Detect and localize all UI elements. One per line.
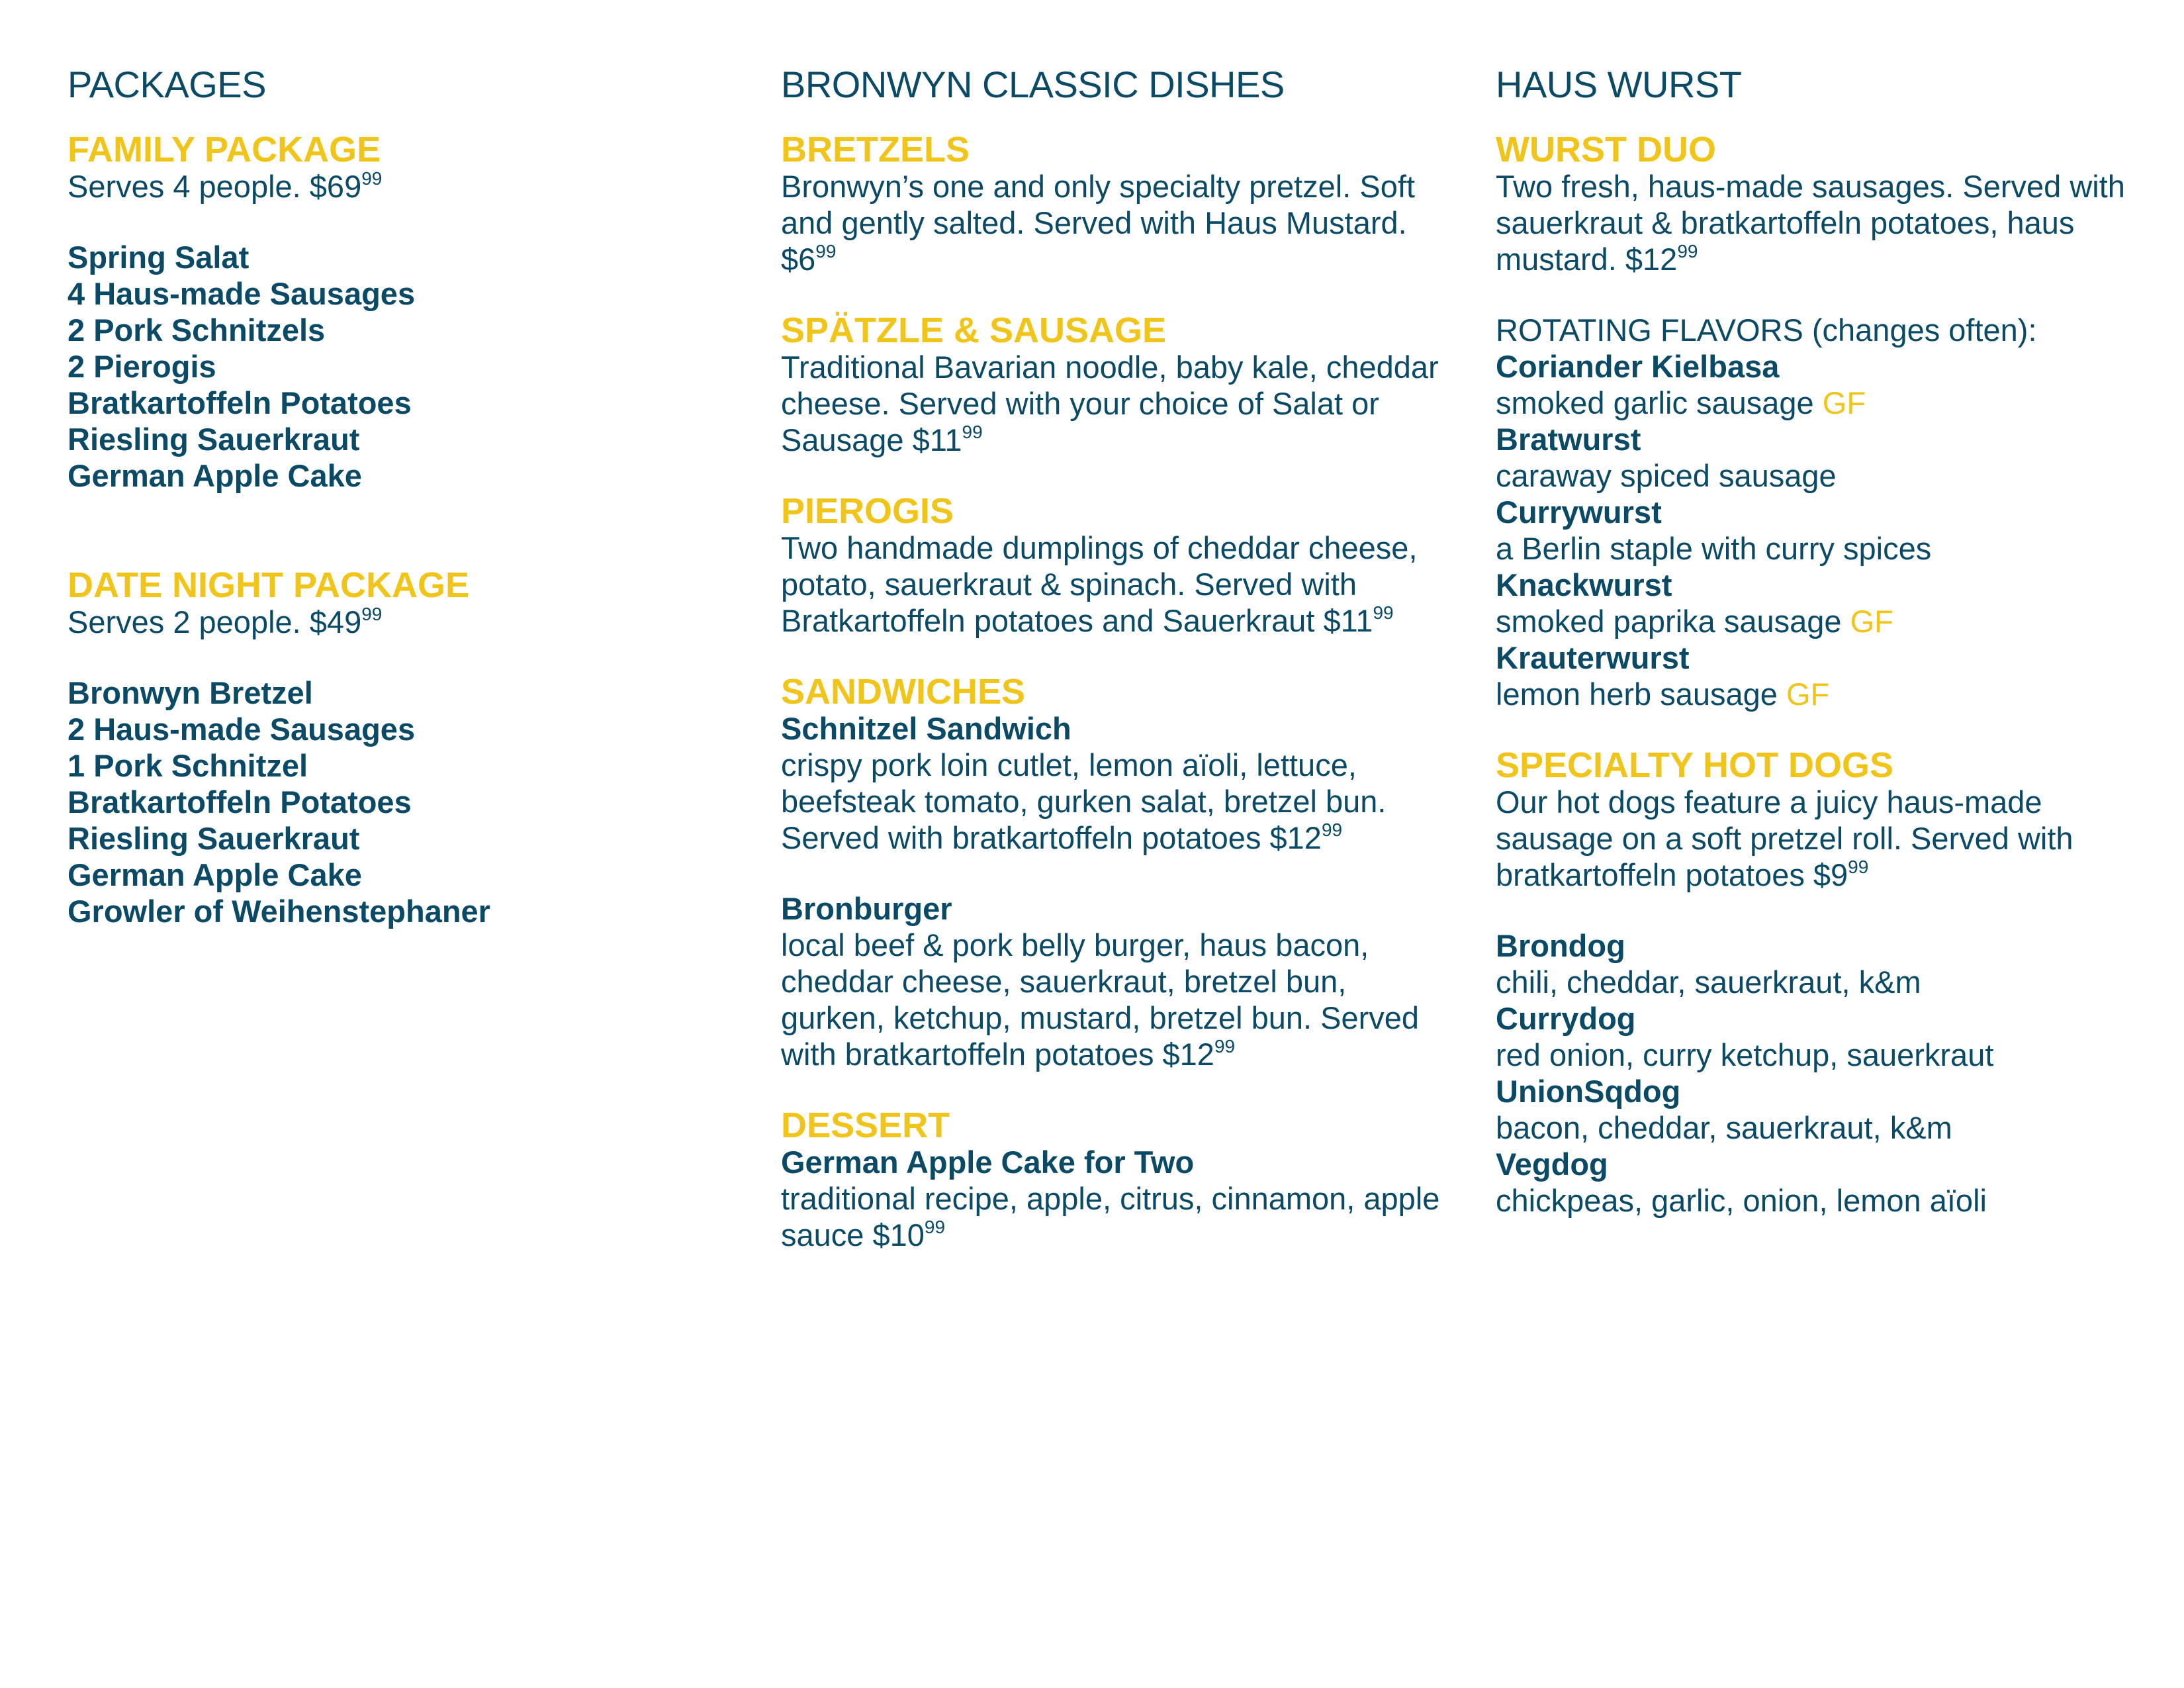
bronburger-desc: local beef & pork belly burger, haus bacon, cheddar cheese, sauerkraut, bretzel bun, gurken, ketchup, mustard, bretzel bun. Served with bratkartoffeln potatoes $\$12^{99}$ [781,927,1420,1072]
bretzels-section [781,131,1456,277]
apple-cake-desc: traditional recipe, apple, citrus, cinnamon, apple sauce $\$10^{99}$ [781,1181,1440,1252]
rotating-flavors-section [1496,312,2158,712]
hot-dog-name: Vegdog [1496,1147,1608,1182]
hot-dog-desc: bacon, cheddar, sauerkraut, k&m [1496,1110,1952,1145]
hot-dog-name: Currydog [1496,1001,1636,1036]
hot-dog-desc: chili, cheddar, sauerkraut, k&m [1496,964,1921,1000]
schnitzel-sandwich-desc: crispy pork loin cutlet, lemon aïoli, lettuce, beefsteak tomato, gurken salat, bretzel bun. Served with bratkartoffeln potatoes $\$12^{99}$ [781,747,1387,855]
pierogis-desc: Two handmade dumplings of cheddar cheese, potato, sauerkraut & spinach. Served with Bratkartoffeln potatoes and Sauerkraut $\$11^{99}$ [781,530,1418,638]
family-package-title: FAMILY PACKAGE [68,130,381,169]
flavor-desc: caraway spiced sausage [1496,458,1837,493]
bretzels-title: BRETZELS [781,130,970,169]
date-item: 2 Haus-made Sausages [68,712,416,747]
gluten-free-badge: GF [1822,385,1866,420]
flavor-desc: smoked paprika sausage GF [1496,604,1893,639]
hot-dog-desc: chickpeas, garlic, onion, lemon aïoli [1496,1183,1987,1218]
spatzle-section [781,312,1456,458]
sandwiches-section [781,673,1456,1072]
date-item: German Apple Cake [68,857,362,892]
date-item: Bratkartoffeln Potatoes [68,784,412,820]
packages-column [68,53,729,929]
family-item: 2 Pierogis [68,349,216,384]
pierogis-title: PIEROGIS [781,491,954,531]
classic-dishes-heading: BRONWYN CLASSIC DISHES [781,64,1285,105]
spatzle-title: SPÄTZLE & SAUSAGE [781,310,1167,350]
classic-dishes-column [781,53,1456,1288]
haus-wurst-heading: HAUS WURST [1496,64,1742,105]
dessert-section [781,1107,1456,1253]
date-item: Growler of Weihenstephaner [68,894,490,929]
date-item: Bronwyn Bretzel [68,675,313,710]
date-night-title: DATE NIGHT PACKAGE [68,565,469,605]
family-item: 2 Pork Schnitzels [68,312,326,348]
wurst-duo-title: WURST DUO [1496,130,1716,169]
flavor-name: Currywurst [1496,494,1662,530]
flavor-name: Knackwurst [1496,567,1672,602]
family-item: German Apple Cake [68,458,362,493]
flavor-name: Krauterwurst [1496,640,1690,675]
gluten-free-badge: GF [1850,604,1893,639]
apple-cake-name: German Apple Cake for Two [781,1145,1195,1180]
bronburger-name: Bronburger [781,891,952,926]
family-item: Bratkartoffeln Potatoes [68,385,412,420]
wurst-duo-desc: Two fresh, haus-made sausages. Served with sauerkraut & bratkartoffeln potatoes, haus mustard. $\$12^{99}$ [1496,169,2125,277]
sandwiches-title: SANDWICHES [781,672,1026,712]
haus-wurst-column [1496,53,2158,1253]
hot-dogs-title: SPECIALTY HOT DOGS [1496,745,1894,785]
flavor-desc: lemon herb sausage GF [1496,677,1830,712]
schnitzel-sandwich-name: Schnitzel Sandwich [781,711,1071,746]
family-item: Riesling Sauerkraut [68,422,360,457]
dessert-title: DESSERT [781,1105,950,1145]
flavor-name: Coriander Kielbasa [1496,349,1780,384]
date-item: Riesling Sauerkraut [68,821,360,856]
gluten-free-badge: GF [1786,677,1830,712]
family-package [68,131,729,494]
rotating-flavors-label: ROTATING FLAVORS (changes often): [1496,312,2037,348]
spatzle-desc: Traditional Bavarian noodle, baby kale, cheddar cheese. Served with your choice of Salat or Sausage $\$11^{99}$ [781,350,1439,457]
bretzels-desc: Bronwyn’s one and only specialty pretzel. Soft and gently salted. Served with Haus Mustard. $\$6^{99}$ [781,169,1415,277]
family-item: Spring Salat [68,240,250,275]
wurst-duo-section [1496,131,2158,277]
hot-dog-name: UnionSqdog [1496,1074,1681,1109]
hot-dogs-desc: Our hot dogs feature a juicy haus-made sausage on a soft pretzel roll. Served with bratkartoffeln potatoes $\$9^{99}$ [1496,784,2073,892]
family-package-desc: Serves 4 people. $\$69^{99}$ [68,168,383,204]
flavor-desc: smoked garlic sausage GF [1496,385,1866,420]
hot-dog-desc: red onion, curry ketchup, sauerkraut [1496,1037,1994,1072]
pierogis-section [781,492,1456,639]
family-item: 4 Haus-made Sausages [68,276,416,311]
date-night-desc: Serves 2 people. $\$49^{99}$ [68,604,383,639]
flavor-desc: a Berlin staple with curry spices [1496,531,1932,566]
date-item: 1 Pork Schnitzel [68,748,308,783]
flavor-name: Bratwurst [1496,422,1641,457]
packages-heading: PACKAGES [68,64,266,105]
hot-dog-name: Brondog [1496,928,1625,963]
hot-dogs-section [1496,747,2158,1219]
date-night-package [68,567,729,929]
